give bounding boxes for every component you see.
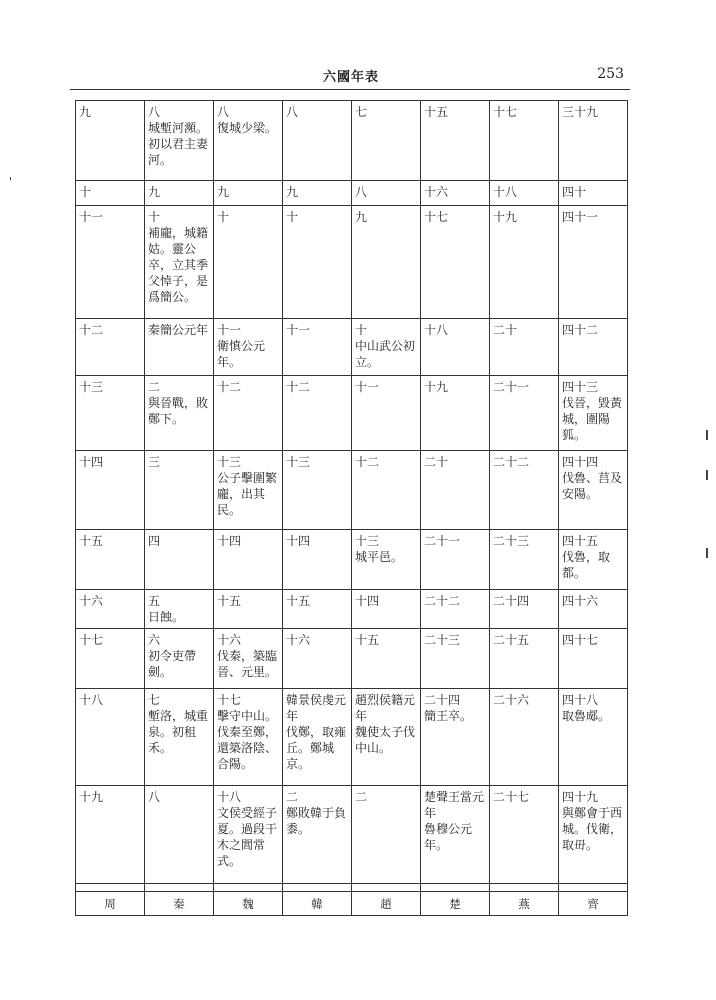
table-cell: 四 — [145, 530, 214, 590]
table-cell: 十七 — [490, 101, 559, 181]
table-cell: 九 — [76, 101, 145, 181]
table-row — [76, 181, 628, 206]
table-cell: 十三 公子擊圍繁 龐，出其民。 — [214, 451, 283, 530]
table-row — [76, 101, 628, 181]
table-cell: 九 — [352, 206, 421, 319]
table-cell: 九 — [214, 181, 283, 206]
table-row — [76, 451, 628, 530]
table-cell: 十六 — [283, 629, 352, 689]
table-cell: 十一 — [283, 319, 352, 376]
table-cell: 二 — [352, 786, 421, 884]
table-cell: 四十一 — [559, 206, 628, 319]
table-cell: 四十八 取魯郕。 — [559, 689, 628, 786]
table-row — [76, 376, 628, 451]
table-cell: 四十九 與鄭會于西 城。伐衛， 取毌。 — [559, 786, 628, 884]
table-cell: 十五 — [214, 590, 283, 629]
table-cell: 十 — [214, 206, 283, 319]
table-cell: 八 復城少梁。 — [214, 101, 283, 181]
header-rule — [70, 89, 630, 90]
table-cell: 十八 — [421, 319, 490, 376]
table-cell: 十九 — [490, 206, 559, 319]
table-cell: 十七 — [76, 629, 145, 689]
table-cell: 五 日蝕。 — [145, 590, 214, 629]
table-cell: 十四 — [214, 530, 283, 590]
scan-mark — [10, 177, 11, 180]
table-cell: 十二 — [283, 376, 352, 451]
table-cell: 十九 — [76, 786, 145, 884]
table-cell: 四十 — [559, 181, 628, 206]
table-cell: 二十 — [421, 451, 490, 530]
scan-mark — [706, 430, 708, 440]
table-cell: 十七 — [421, 206, 490, 319]
table-cell: 四十六 — [559, 590, 628, 629]
table-cell: 十六 — [76, 590, 145, 629]
table-cell: 八 城塹河瀕。 初以君主妻 河。 — [145, 101, 214, 181]
table-cell: 二十一 — [490, 376, 559, 451]
table-cell: 十五 — [76, 530, 145, 590]
column-header-qin: 秦 — [145, 892, 214, 916]
table-cell: 四十三 伐晉，毀黃 城，圍陽狐。 — [559, 376, 628, 451]
table-cell: 十二 — [76, 319, 145, 376]
table-cell: 九 — [283, 181, 352, 206]
table-cell: 十三 — [283, 451, 352, 530]
column-header-yan: 燕 — [490, 892, 559, 916]
table-cell: 十一 — [76, 206, 145, 319]
table-cell: 二十二 — [421, 590, 490, 629]
table-cell: 十 — [76, 181, 145, 206]
table-row — [76, 590, 628, 629]
table-cell: 韓景侯虔元 年 伐鄭，取雍 丘。鄭城 京。 — [283, 689, 352, 786]
table-cell: 二十五 — [490, 629, 559, 689]
table-cell: 四十二 — [559, 319, 628, 376]
table-cell: 十四 — [76, 451, 145, 530]
table-cell: 二十一 — [421, 530, 490, 590]
table-cell: 四十七 — [559, 629, 628, 689]
column-header-han: 韓 — [283, 892, 352, 916]
table-cell: 十八 — [76, 689, 145, 786]
page-header — [76, 66, 626, 88]
table-cell: 二十四 — [490, 590, 559, 629]
table-cell: 八 — [352, 181, 421, 206]
table-cell: 六 初令吏帶 劍。 — [145, 629, 214, 689]
chronology-table — [75, 100, 628, 916]
table-cell: 十六 伐秦，築臨 晉、元里。 — [214, 629, 283, 689]
column-header-zhao: 趙 — [352, 892, 421, 916]
page-title: 六國年表 — [322, 70, 379, 85]
table-cell: 三 — [145, 451, 214, 530]
table-cell: 二十 — [490, 319, 559, 376]
table-cell: 八 — [145, 786, 214, 884]
column-header-wei: 魏 — [214, 892, 283, 916]
table-cell: 十 中山武公初 立。 — [352, 319, 421, 376]
table-row — [76, 206, 628, 319]
table-cell: 十八 文侯受經子 夏。過段干 木之閭常 式。 — [214, 786, 283, 884]
table-spacer-row — [76, 884, 628, 892]
column-header-row — [76, 892, 628, 916]
table-cell: 楚聲王當元 年 魯穆公元 年。 — [421, 786, 490, 884]
table-cell: 十二 — [352, 451, 421, 530]
table-cell: 十五 — [352, 629, 421, 689]
table-cell: 二十三 — [421, 629, 490, 689]
page-number: 253 — [597, 66, 624, 82]
table-cell: 十一 — [352, 376, 421, 451]
table-cell: 二十三 — [490, 530, 559, 590]
table-cell: 秦簡公元年 — [145, 319, 214, 376]
table-cell: 二 鄭敗韓于負 黍。 — [283, 786, 352, 884]
column-header-chu: 楚 — [421, 892, 490, 916]
table-cell: 七 — [352, 101, 421, 181]
table-row — [76, 689, 628, 786]
table-cell: 四十五 伐魯，取都。 — [559, 530, 628, 590]
table-cell: 十五 — [283, 590, 352, 629]
scan-mark — [706, 470, 708, 480]
table-cell: 十三 城平邑。 — [352, 530, 421, 590]
table-cell: 八 — [283, 101, 352, 181]
table-cell: 二十二 — [490, 451, 559, 530]
table-cell: 十 — [283, 206, 352, 319]
table-cell: 二十六 — [490, 689, 559, 786]
table-cell: 三十九 — [559, 101, 628, 181]
table-cell: 十六 — [421, 181, 490, 206]
table-cell: 十九 — [421, 376, 490, 451]
table-cell: 十一 衛慎公元 年。 — [214, 319, 283, 376]
column-header-qi: 齊 — [559, 892, 628, 916]
table-cell: 十三 — [76, 376, 145, 451]
table-cell: 十八 — [490, 181, 559, 206]
table-cell: 趙烈侯籍元 年 魏使太子伐 中山。 — [352, 689, 421, 786]
table-cell: 十四 — [352, 590, 421, 629]
table-cell: 二 與晉戰，敗 鄭下。 — [145, 376, 214, 451]
table-cell: 七 塹洛，城重 泉。初租禾。 — [145, 689, 214, 786]
table-row — [76, 629, 628, 689]
table-cell: 二十七 — [490, 786, 559, 884]
table-row — [76, 319, 628, 376]
table-cell: 四十四 伐魯、莒及 安陽。 — [559, 451, 628, 530]
table-cell: 十四 — [283, 530, 352, 590]
column-header-zhou: 周 — [76, 892, 145, 916]
table-cell: 十 補龐，城籍 姑。靈公 卒，立其季 父悼子，是 爲簡公。 — [145, 206, 214, 319]
scan-mark — [706, 548, 708, 558]
table-row — [76, 530, 628, 590]
table-cell: 十二 — [214, 376, 283, 451]
table-cell: 十五 — [421, 101, 490, 181]
table-cell: 十七 擊守中山。 伐秦至鄭， 還築洛陰、 合陽。 — [214, 689, 283, 786]
table-cell: 九 — [145, 181, 214, 206]
table-cell: 二十四 簡王卒。 — [421, 689, 490, 786]
table-row — [76, 786, 628, 884]
